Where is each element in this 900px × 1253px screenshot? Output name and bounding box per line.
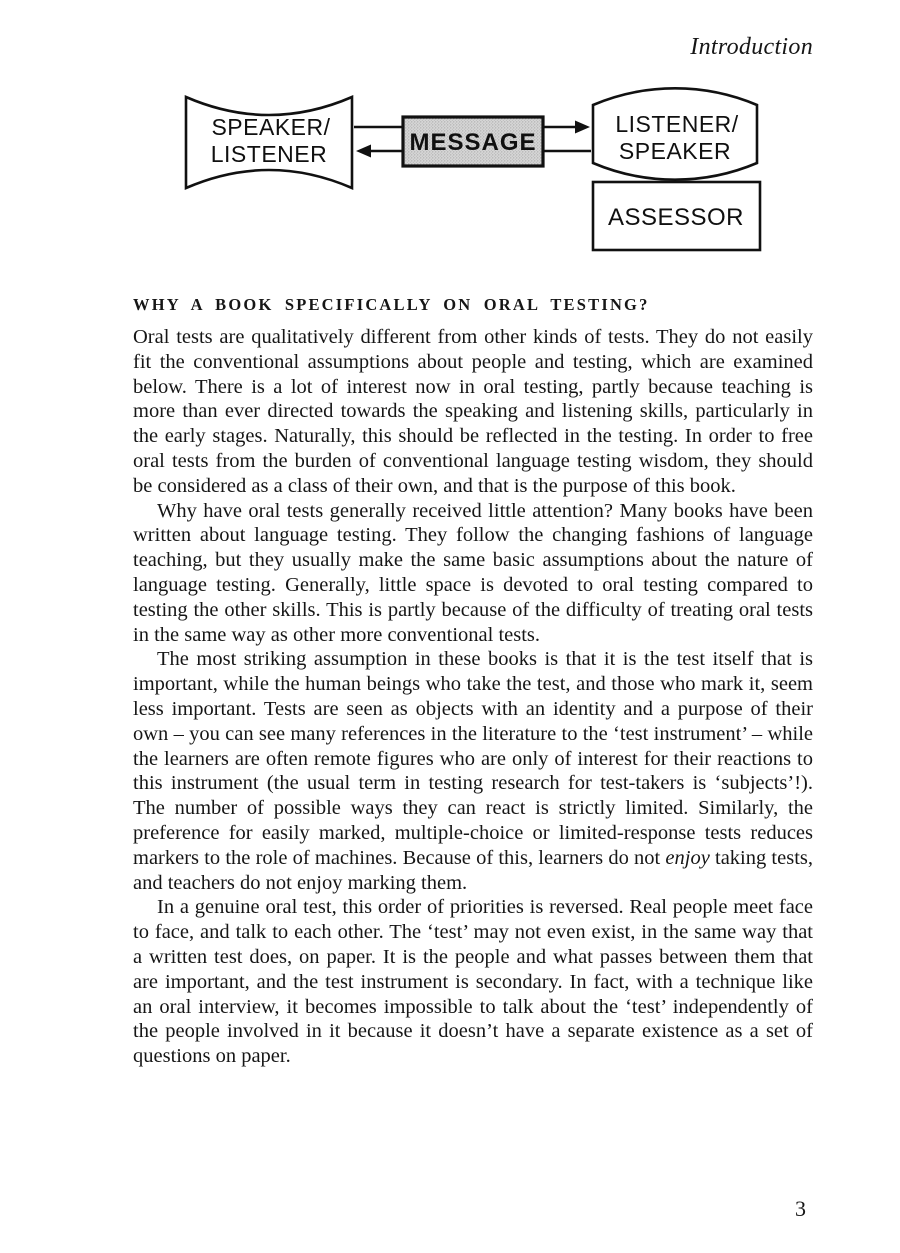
listener-speaker-label-line1: LISTENER/ xyxy=(615,111,739,137)
arrow-message-to-listener xyxy=(544,121,590,134)
communication-diagram xyxy=(180,85,775,255)
page-number: 3 xyxy=(795,1196,806,1221)
speaker-listener-label-line1: SPEAKER/ xyxy=(211,114,331,140)
paragraph-1 xyxy=(133,325,813,499)
paragraph-3 xyxy=(133,647,813,895)
arrow-message-to-speaker xyxy=(356,145,402,158)
assessor-label: ASSESSOR xyxy=(607,204,745,231)
listener-speaker-label-line2: SPEAKER xyxy=(618,138,732,164)
running-head: Introduction xyxy=(690,34,813,60)
paragraph-3-text-b: taking tests, and teachers do not enjoy marking them. xyxy=(133,846,813,894)
paragraph-2 xyxy=(133,499,813,648)
section-heading: WHY A BOOK SPECIFICALLY ON ORAL TESTING? xyxy=(133,295,650,314)
speaker-listener-label-line2: LISTENER xyxy=(210,141,328,167)
paragraph-4-text: In a genuine oral test, this order of priorities is reversed. Real people meet face to face, and talk to each other. The ‘test’ may not even exist, in the same way that a written test does, on paper. It is the people and what passes between them that are important, and the test instrument is secondary. In fact, with a technique like an oral interview, it becomes impossible to talk about the ‘test’ independently of the people involved in it because it doesn’t have a separate existence as a set of questions on paper. xyxy=(133,896,813,1068)
paragraph-3-italic-word: enjoy xyxy=(665,846,710,869)
message-label: MESSAGE xyxy=(409,129,537,156)
paragraph-1-text: Oral tests are qualitatively different from other kinds of tests. They do not easily fit the conventional assumptions about people and testing, which are examined below. There is a lot of interest now in oral testing, partly because teaching is more than ever directed towards the speaking and listening skills, particularly in the early stages. Naturally, this should be reflected in the testing. In order to free oral tests from the burden of conventional language testing wisdom, they should be considered as a class of their own, and that is the purpose of this book. xyxy=(133,326,813,497)
paragraph-2-text: Why have oral tests generally received little attention? Many books have been written about language testing. They follow the changing fashions of language teaching, but they usually make the same basic assumptions about the nature of language testing. Generally, little space is devoted to oral testing compared to testing the other skills. This is partly because of the difficulty of treating oral tests in the same way as other more conventional tests. xyxy=(133,499,813,646)
paragraph-4 xyxy=(133,895,813,1069)
paragraph-3-text-a: The most striking assumption in these books is that it is the test itself that is important, while the human beings who take the test, and those who mark it, seem less important. Tests are seen as objects with an identity and a purpose of their own – you can see many references in the literature to the ‘test instrument’ – while the learners are often remote figures who are only of interest for their reactions to this instrument (the usual term in testing research for test-takers is ‘subjects’!). The number of possible ways they can react is strictly limited. Similarly, the preference for easily marked, multiple-choice or limited-response tests reduces markers to the role of machines. Because of this, learners do not xyxy=(133,648,813,869)
article xyxy=(133,295,813,1069)
